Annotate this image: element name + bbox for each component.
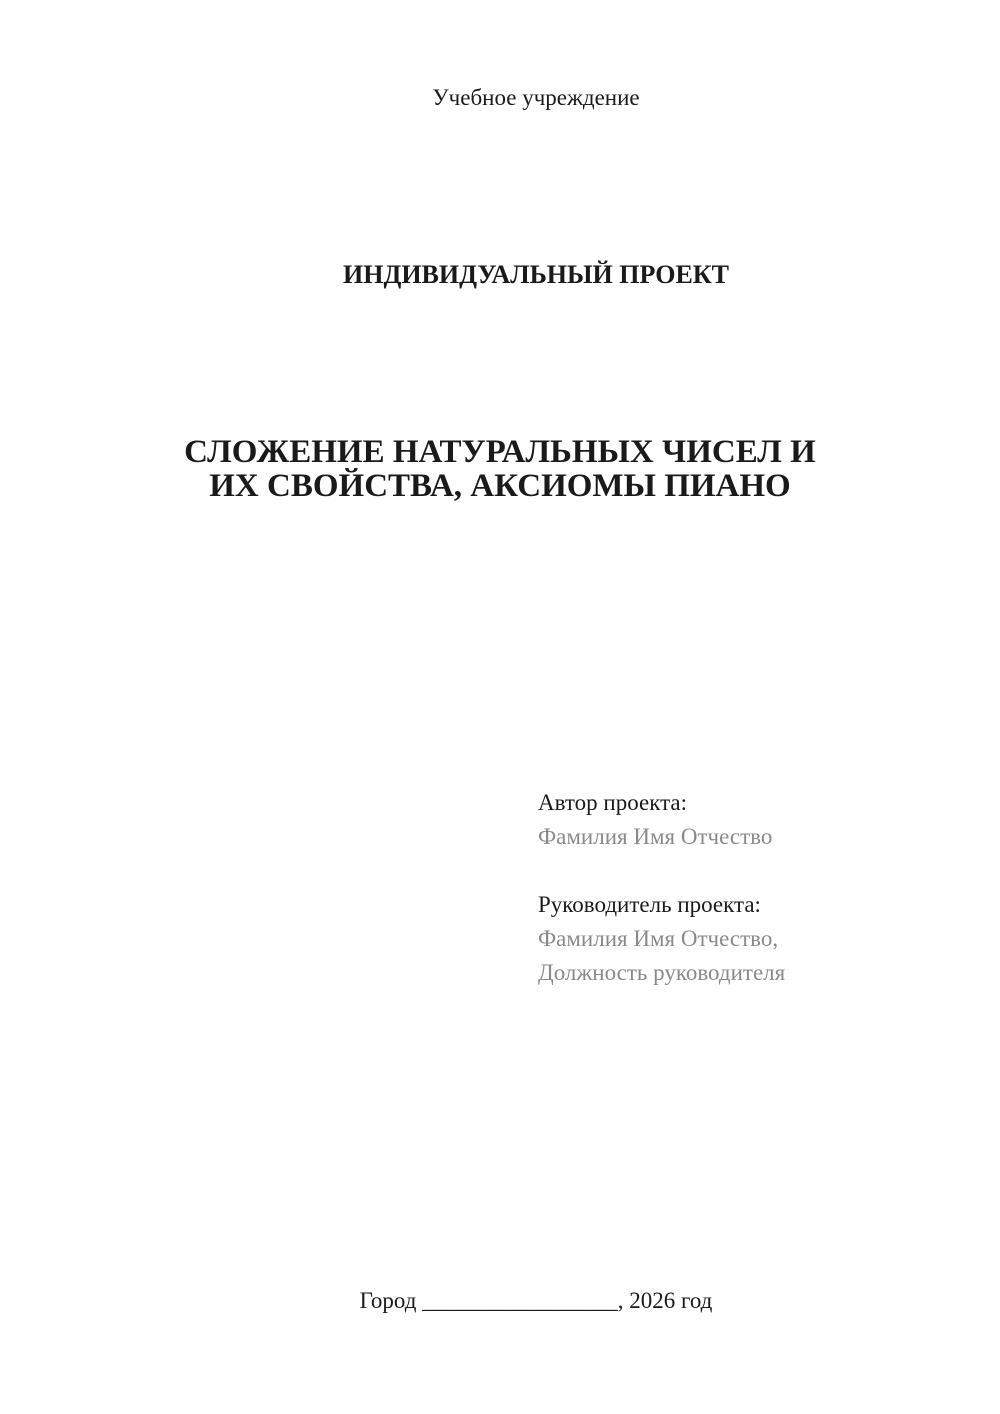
- project-title: [107, 435, 893, 503]
- city-year-line: [143, 1288, 929, 1314]
- credits-spacer: [538, 854, 785, 888]
- document-type-heading: ИНДИВИДУАЛЬНЫЙ ПРОЕКТ: [343, 260, 729, 289]
- city-label: Город: [359, 1288, 423, 1313]
- project-title-line-1: СЛОЖЕНИЕ НАТУРАЛЬНЫХ ЧИСЕЛ И: [184, 434, 816, 470]
- supervisor-name-placeholder: Фамилия Имя Отчество,: [538, 926, 779, 951]
- institution-name: Учебное учреждение: [432, 85, 640, 110]
- credits-block: [538, 786, 785, 990]
- supervisor-role-placeholder: Должность руководителя: [538, 960, 786, 985]
- project-title-line-2: ИХ СВОЙСТВА, АКСИОМЫ ПИАНО: [209, 468, 791, 504]
- author-label: Автор проекта:: [538, 790, 687, 815]
- year-text: , 2026 год: [617, 1288, 713, 1313]
- author-name-placeholder: Фамилия Имя Отчество: [538, 824, 773, 849]
- city-blank-line: _________________: [422, 1288, 618, 1313]
- supervisor-label: Руководитель проекта:: [538, 892, 761, 917]
